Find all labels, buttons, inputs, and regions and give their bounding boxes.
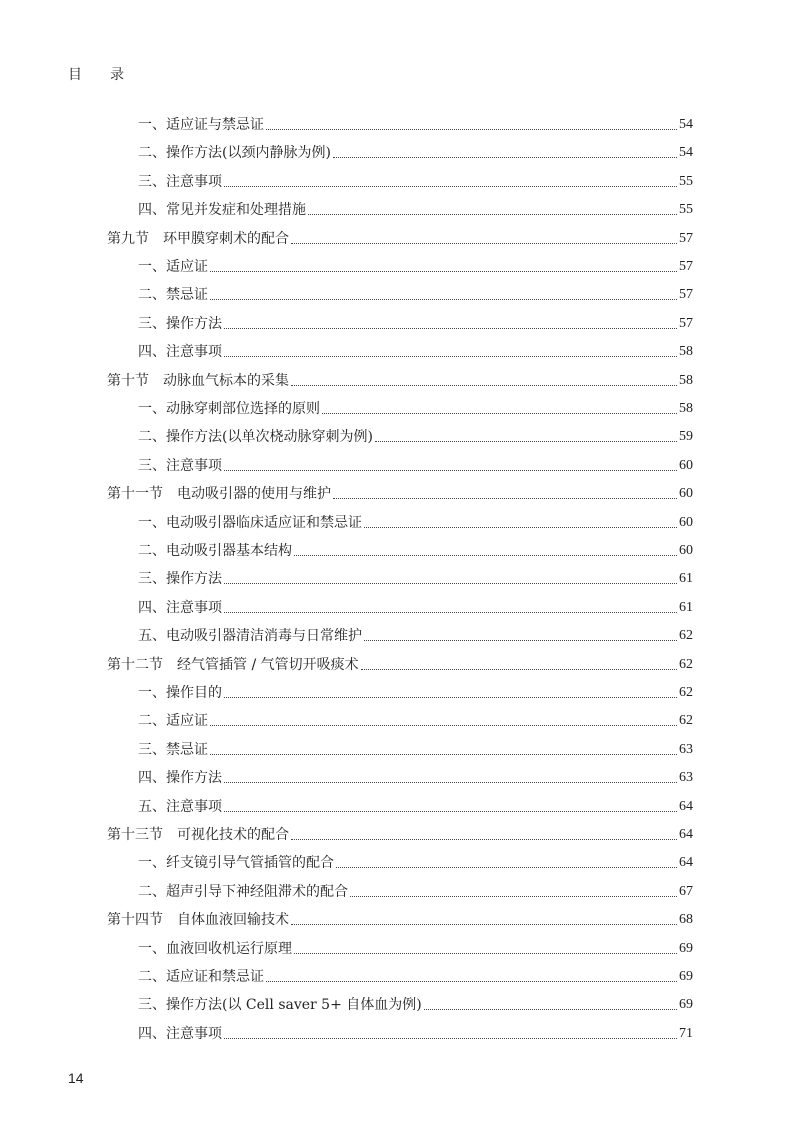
toc-entry-page: 63 — [679, 770, 693, 786]
running-header: 目录 — [68, 67, 152, 83]
toc-entry-page: 57 — [679, 259, 693, 274]
toc-subentry — [138, 199, 693, 221]
toc-entry-page: 61 — [679, 571, 693, 587]
toc-entry-page: 60 — [679, 486, 693, 502]
toc-entry-page: 62 — [679, 628, 693, 644]
dot-leader — [224, 1037, 677, 1039]
toc-entry-page: 68 — [679, 912, 693, 928]
toc-entry-page: 58 — [679, 344, 693, 360]
dot-leader — [224, 611, 677, 613]
toc-entry-title: 一、适应证与禁忌证 — [138, 117, 264, 133]
toc-entry-title: 二、操作方法(以颈内静脉为例) — [138, 145, 331, 162]
toc-subentry — [138, 994, 693, 1016]
dot-leader — [224, 582, 677, 584]
dot-leader — [336, 866, 677, 868]
dot-leader — [364, 639, 677, 641]
dot-leader — [224, 327, 677, 329]
dot-leader — [210, 753, 677, 755]
toc-entry-page: 60 — [679, 543, 693, 558]
toc-subentry — [138, 142, 693, 164]
dot-leader — [294, 952, 677, 954]
toc-entry-page: 55 — [679, 202, 693, 218]
toc-subentry — [138, 739, 693, 761]
toc-entry-title: 一、动脉穿刺部位选择的原则 — [138, 401, 320, 417]
dot-leader — [291, 384, 677, 386]
toc-subentry — [138, 767, 693, 789]
toc-entry-page: 62 — [679, 713, 693, 729]
dot-leader — [266, 980, 677, 982]
toc-subentry — [138, 1023, 693, 1045]
toc-entry-page: 57 — [679, 230, 693, 246]
dot-leader — [210, 298, 677, 300]
toc-entry-title: 二、操作方法(以单次桡动脉穿刺为例) — [138, 429, 373, 446]
dot-leader — [291, 838, 677, 840]
toc-entry-page: 59 — [679, 429, 693, 445]
toc-section-entry — [107, 824, 693, 846]
toc-entry-title: 三、禁忌证 — [138, 741, 208, 758]
toc-entry-page: 69 — [679, 997, 693, 1013]
toc-subentry — [138, 540, 693, 562]
dot-leader — [361, 668, 677, 670]
dot-leader — [224, 355, 677, 357]
toc-entry-page: 67 — [679, 883, 693, 899]
toc-entry-page: 63 — [679, 741, 693, 757]
toc-entry-page: 61 — [679, 599, 693, 615]
toc-entry-title: 四、操作方法 — [138, 770, 222, 787]
toc-subentry — [138, 966, 693, 988]
toc-entry-page: 64 — [679, 827, 693, 842]
toc-subentry — [138, 938, 693, 960]
toc-entry-title: 四、注意事项 — [138, 599, 222, 616]
dot-leader — [375, 440, 677, 442]
toc-entry-title: 三、注意事项 — [138, 457, 222, 474]
toc-entry-title: 一、适应证 — [138, 259, 208, 275]
dot-leader — [424, 1008, 677, 1010]
toc-entry-page: 54 — [679, 117, 693, 132]
toc-entry-page: 57 — [679, 287, 693, 303]
toc-section-entry — [107, 483, 693, 505]
toc-entry-title: 二、适应证和禁忌证 — [138, 969, 264, 985]
toc-entry-page: 57 — [679, 315, 693, 331]
toc-subentry — [138, 313, 693, 335]
toc-entry-title: 二、禁忌证 — [138, 287, 208, 304]
toc-subentry — [138, 455, 693, 477]
toc-subentry — [138, 512, 693, 534]
toc-entry-page: 58 — [679, 372, 693, 388]
dot-leader — [224, 469, 677, 471]
toc-subentry — [138, 625, 693, 647]
dot-leader — [308, 213, 677, 215]
toc-entry-title: 第十三节 可视化技术的配合 — [107, 827, 289, 843]
toc-subentry — [138, 114, 693, 136]
toc-subentry — [138, 341, 693, 363]
toc-subentry — [138, 398, 693, 420]
toc-subentry — [138, 710, 693, 732]
dot-leader — [350, 895, 677, 897]
toc-entry-title: 第九节 环甲膜穿刺术的配合 — [107, 230, 289, 247]
toc-entry-title: 一、电动吸引器临床适应证和禁忌证 — [138, 514, 362, 531]
toc-entry-page: 62 — [679, 685, 693, 700]
dot-leader — [291, 242, 677, 244]
toc-entry-title: 一、纤支镜引导气管插管的配合 — [138, 855, 334, 872]
toc-subentry — [138, 796, 693, 818]
toc-entry-page: 58 — [679, 401, 693, 416]
toc-entry-title: 三、操作方法 — [138, 315, 222, 332]
toc-entry-page: 55 — [679, 173, 693, 189]
toc-entry-title: 四、常见并发症和处理措施 — [138, 202, 306, 219]
toc-subentry — [138, 682, 693, 704]
toc-entry-page: 69 — [679, 969, 693, 984]
toc-entry-title: 第十四节 自体血液回输技术 — [107, 912, 289, 929]
toc-entry-title: 二、适应证 — [138, 713, 208, 730]
toc-subentry — [138, 426, 693, 448]
toc-entry-page: 54 — [679, 145, 693, 161]
toc-entry-title: 三、操作方法(以 Cell saver 5+ 自体血为例) — [138, 997, 422, 1014]
toc-section-entry — [107, 370, 693, 392]
toc-entry-page: 64 — [679, 798, 693, 814]
toc-entry-title: 二、超声引导下神经阻滞术的配合 — [138, 883, 348, 900]
toc-subentry — [138, 881, 693, 903]
dot-leader — [210, 724, 677, 726]
dot-leader — [364, 526, 677, 528]
toc-subentry — [138, 568, 693, 590]
toc-entry-page: 62 — [679, 656, 693, 672]
toc-entry-title: 三、注意事项 — [138, 173, 222, 190]
toc-subentry — [138, 284, 693, 306]
toc-entry-title: 四、注意事项 — [138, 344, 222, 361]
toc-subentry — [138, 597, 693, 619]
toc-entry-page: 64 — [679, 855, 693, 871]
toc-entry-title: 五、注意事项 — [138, 798, 222, 815]
toc-entry-title: 四、注意事项 — [138, 1025, 222, 1042]
toc-entry-page: 71 — [679, 1025, 693, 1041]
toc-entry-page: 60 — [679, 514, 693, 530]
dot-leader — [224, 696, 677, 698]
toc-entry-title: 五、电动吸引器清洁消毒与日常维护 — [138, 628, 362, 645]
dot-leader — [333, 156, 677, 158]
toc-entry-title: 第十二节 经气管插管 / 气管切开吸痰术 — [107, 656, 359, 673]
toc-entry-page: 69 — [679, 940, 693, 956]
dot-leader — [322, 412, 677, 414]
dot-leader — [266, 128, 677, 130]
dot-leader — [291, 923, 677, 925]
toc-entry-title: 三、操作方法 — [138, 571, 222, 588]
toc-entry-title: 一、血液回收机运行原理 — [138, 940, 292, 957]
page-number: 14 — [68, 1070, 84, 1086]
toc-entry-title: 第十节 动脉血气标本的采集 — [107, 372, 289, 389]
dot-leader — [224, 781, 677, 783]
toc-section-entry — [107, 909, 693, 931]
toc-section-entry — [107, 228, 693, 250]
toc-subentry — [138, 852, 693, 874]
dot-leader — [210, 270, 677, 272]
toc-entry-page: 60 — [679, 457, 693, 473]
toc-subentry — [138, 256, 693, 278]
toc-entry-title: 第十一节 电动吸引器的使用与维护 — [107, 486, 331, 503]
toc-subentry — [138, 171, 693, 193]
toc-entry-title: 二、电动吸引器基本结构 — [138, 543, 292, 559]
dot-leader — [333, 497, 677, 499]
dot-leader — [224, 810, 677, 812]
dot-leader — [224, 185, 677, 187]
toc-section-entry — [107, 654, 693, 676]
dot-leader — [294, 554, 677, 556]
toc-entry-title: 一、操作目的 — [138, 685, 222, 701]
